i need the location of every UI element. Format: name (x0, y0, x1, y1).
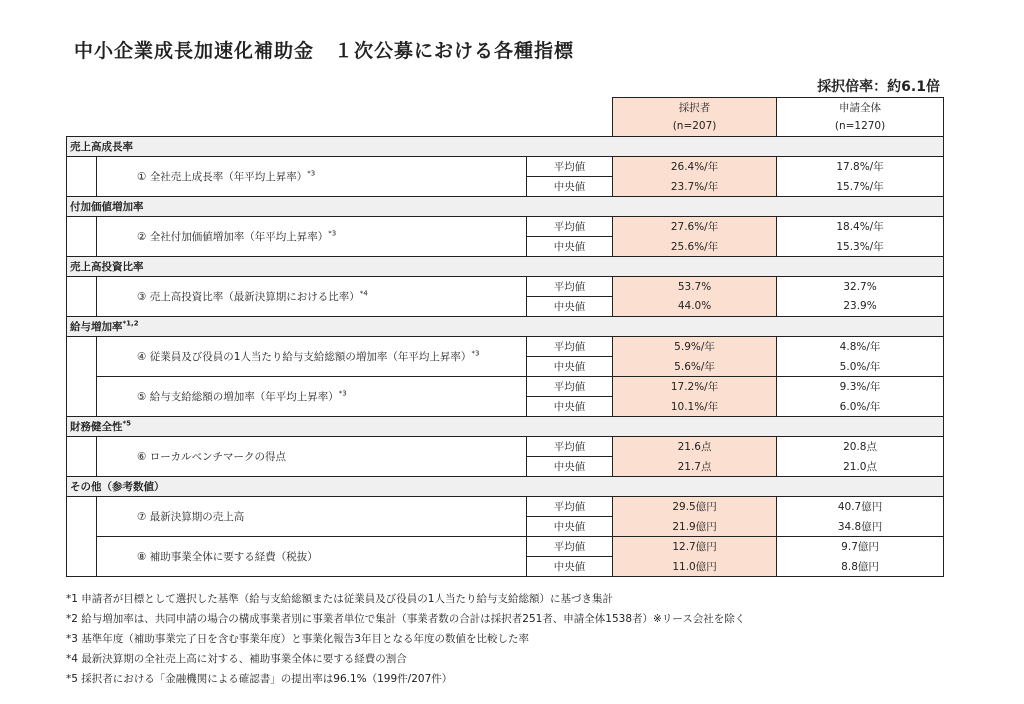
all-median-value: 15.3%/年 (777, 237, 944, 257)
stat-label-mean: 平均値 (527, 377, 613, 397)
footnote-3: *3 基準年度（補助事業完了日を含む事業年度）と事業化報告3年目となる年度の数値を比較した率 (66, 633, 529, 645)
adopted-median-value: 11.0億円 (613, 557, 777, 577)
category-name: 売上高成長率 (70, 141, 133, 153)
all-mean-value: 20.8点 (777, 437, 944, 457)
category-cell (67, 417, 944, 437)
metric-label (97, 217, 527, 257)
metric-row (67, 157, 944, 177)
metric-row (67, 337, 944, 357)
stat-label-median: 中央値 (527, 177, 613, 197)
all-median-value: 15.7%/年 (777, 177, 944, 197)
metric-row (67, 377, 944, 397)
adopted-median-value: 10.1%/年 (613, 397, 777, 417)
all-mean-value: 40.7億円 (777, 497, 944, 517)
all-mean-value: 9.7億円 (777, 537, 944, 557)
stat-label-mean: 平均値 (527, 497, 613, 517)
footnote-1: *1 申請者が目標として選択した基準（給与支給総額または従業員及び役員の1人当たり給与支給総額）に基づき集計 (66, 593, 613, 605)
all-mean-value: 4.8%/年 (777, 337, 944, 357)
metric-label-text: ⑧ 補助事業全体に要する経費（税抜） (137, 551, 318, 563)
category-row (67, 257, 944, 277)
metric-label-text: ③ 売上高投資比率（最新決算期における比率） (137, 291, 360, 303)
category-name: その他（参考数値） (70, 481, 165, 493)
adopted-mean-value: 12.7億円 (613, 537, 777, 557)
category-cell (67, 257, 944, 277)
metric-footnote-ref: *3 (338, 389, 347, 398)
category-indent (67, 437, 97, 477)
category-cell (67, 477, 944, 497)
metric-label-text: ② 全社付加価値増加率（年平均上昇率） (137, 231, 329, 243)
adopted-mean-value: 27.6%/年 (613, 217, 777, 237)
category-indent (67, 497, 97, 577)
metric-row (67, 217, 944, 237)
footnotes (66, 589, 745, 689)
category-name: 給与増加率 (70, 321, 123, 333)
all-median-value: 21.0点 (777, 457, 944, 477)
stat-label-median: 中央値 (527, 457, 613, 477)
category-row (67, 477, 944, 497)
adopted-mean-value: 5.9%/年 (613, 337, 777, 357)
metric-footnote-ref: *3 (328, 229, 337, 238)
category-row (67, 417, 944, 437)
stat-label-mean: 平均値 (527, 217, 613, 237)
page-title: 中小企業成長加速化補助金 １次公募における各種指標 (74, 40, 575, 62)
adopted-median-value: 25.6%/年 (613, 237, 777, 257)
category-name: 売上高投資比率 (70, 261, 144, 273)
category-row (67, 317, 944, 337)
adopted-mean-value: 29.5億円 (613, 497, 777, 517)
all-mean-value: 17.8%/年 (777, 157, 944, 177)
category-indent (67, 277, 97, 317)
category-cell (67, 197, 944, 217)
category-footnote-ref: *1,2 (122, 319, 139, 328)
all-median-value: 8.8億円 (777, 557, 944, 577)
all-median-value: 23.9% (777, 297, 944, 317)
stat-label-median: 中央値 (527, 557, 613, 577)
header-all-n: (n=1270) (834, 120, 886, 132)
adopted-mean-value: 21.6点 (613, 437, 777, 457)
adoption-ratio: 採択倍率：約6.1倍 (817, 79, 940, 95)
stat-label-mean: 平均値 (527, 337, 613, 357)
category-indent (67, 157, 97, 197)
all-mean-value: 18.4%/年 (777, 217, 944, 237)
metric-footnote-ref: *3 (307, 169, 316, 178)
metric-label (97, 377, 527, 417)
category-cell (67, 137, 944, 157)
all-median-value: 34.8億円 (777, 517, 944, 537)
metric-label-text: ① 全社売上成長率（年平均上昇率） (137, 171, 308, 183)
indicator-table (66, 97, 944, 577)
footnote-2: *2 給与増加率は、共同申請の場合の構成事業者別に事業者単位で集計（事業者数の合計は採択者251者、申請全体1538者）※リース会社を除く (66, 613, 746, 625)
category-row (67, 197, 944, 217)
metric-label (97, 337, 527, 377)
adopted-mean-value: 26.4%/年 (613, 157, 777, 177)
stat-label-median: 中央値 (527, 357, 613, 377)
metric-label (97, 437, 527, 477)
metric-label (97, 277, 527, 317)
adopted-mean-value: 17.2%/年 (613, 377, 777, 397)
metric-footnote-ref: *3 (471, 349, 480, 358)
metric-row (67, 277, 944, 297)
stat-label-mean: 平均値 (527, 277, 613, 297)
category-footnote-ref: *5 (122, 419, 132, 428)
metric-label-text: ④ 従業員及び役員の1人当たり給与支給総額の増加率（年平均上昇率） (137, 351, 472, 363)
header-all-label: 申請全体 (839, 102, 882, 114)
adopted-median-value: 5.6%/年 (613, 357, 777, 377)
metric-label (97, 497, 527, 537)
stat-label-median: 中央値 (527, 397, 613, 417)
header-adopted (613, 98, 777, 137)
category-indent (67, 337, 97, 417)
metric-footnote-ref: *4 (359, 289, 368, 298)
all-median-value: 5.0%/年 (777, 357, 944, 377)
adopted-median-value: 21.7点 (613, 457, 777, 477)
adopted-median-value: 44.0% (613, 297, 777, 317)
category-row (67, 137, 944, 157)
stat-label-median: 中央値 (527, 517, 613, 537)
metric-row (67, 537, 944, 557)
stat-label-median: 中央値 (527, 237, 613, 257)
footnote-5: *5 採択者における「金融機関による確認書」の提出率は96.1%（199件/207件） (66, 673, 453, 685)
header-adopted-n: (n=207) (672, 120, 717, 132)
category-indent (67, 217, 97, 257)
metric-label (97, 537, 527, 577)
stat-label-mean: 平均値 (527, 537, 613, 557)
metric-row (67, 437, 944, 457)
header-spacer (67, 98, 613, 137)
stat-label-mean: 平均値 (527, 437, 613, 457)
metric-label-text: ⑥ ローカルベンチマークの得点 (137, 451, 287, 463)
metric-label (97, 157, 527, 197)
metric-label-text: ⑤ 給与支給総額の増加率（年平均上昇率） (137, 391, 339, 403)
all-median-value: 6.0%/年 (777, 397, 944, 417)
category-cell (67, 317, 944, 337)
adopted-median-value: 21.9億円 (613, 517, 777, 537)
all-mean-value: 9.3%/年 (777, 377, 944, 397)
footnote-4: *4 最新決算期の全社売上高に対する、補助事業全体に要する経費の割合 (66, 653, 407, 665)
adopted-mean-value: 53.7% (613, 277, 777, 297)
category-name: 財務健全性 (70, 421, 123, 433)
category-name: 付加価値増加率 (70, 201, 144, 213)
header-adopted-label: 採択者 (678, 102, 711, 114)
all-mean-value: 32.7% (777, 277, 944, 297)
header-row (67, 98, 944, 137)
stat-label-mean: 平均値 (527, 157, 613, 177)
adopted-median-value: 23.7%/年 (613, 177, 777, 197)
header-all (777, 98, 944, 137)
stat-label-median: 中央値 (527, 297, 613, 317)
metric-row (67, 497, 944, 517)
metric-label-text: ⑦ 最新決算期の売上高 (137, 511, 245, 523)
